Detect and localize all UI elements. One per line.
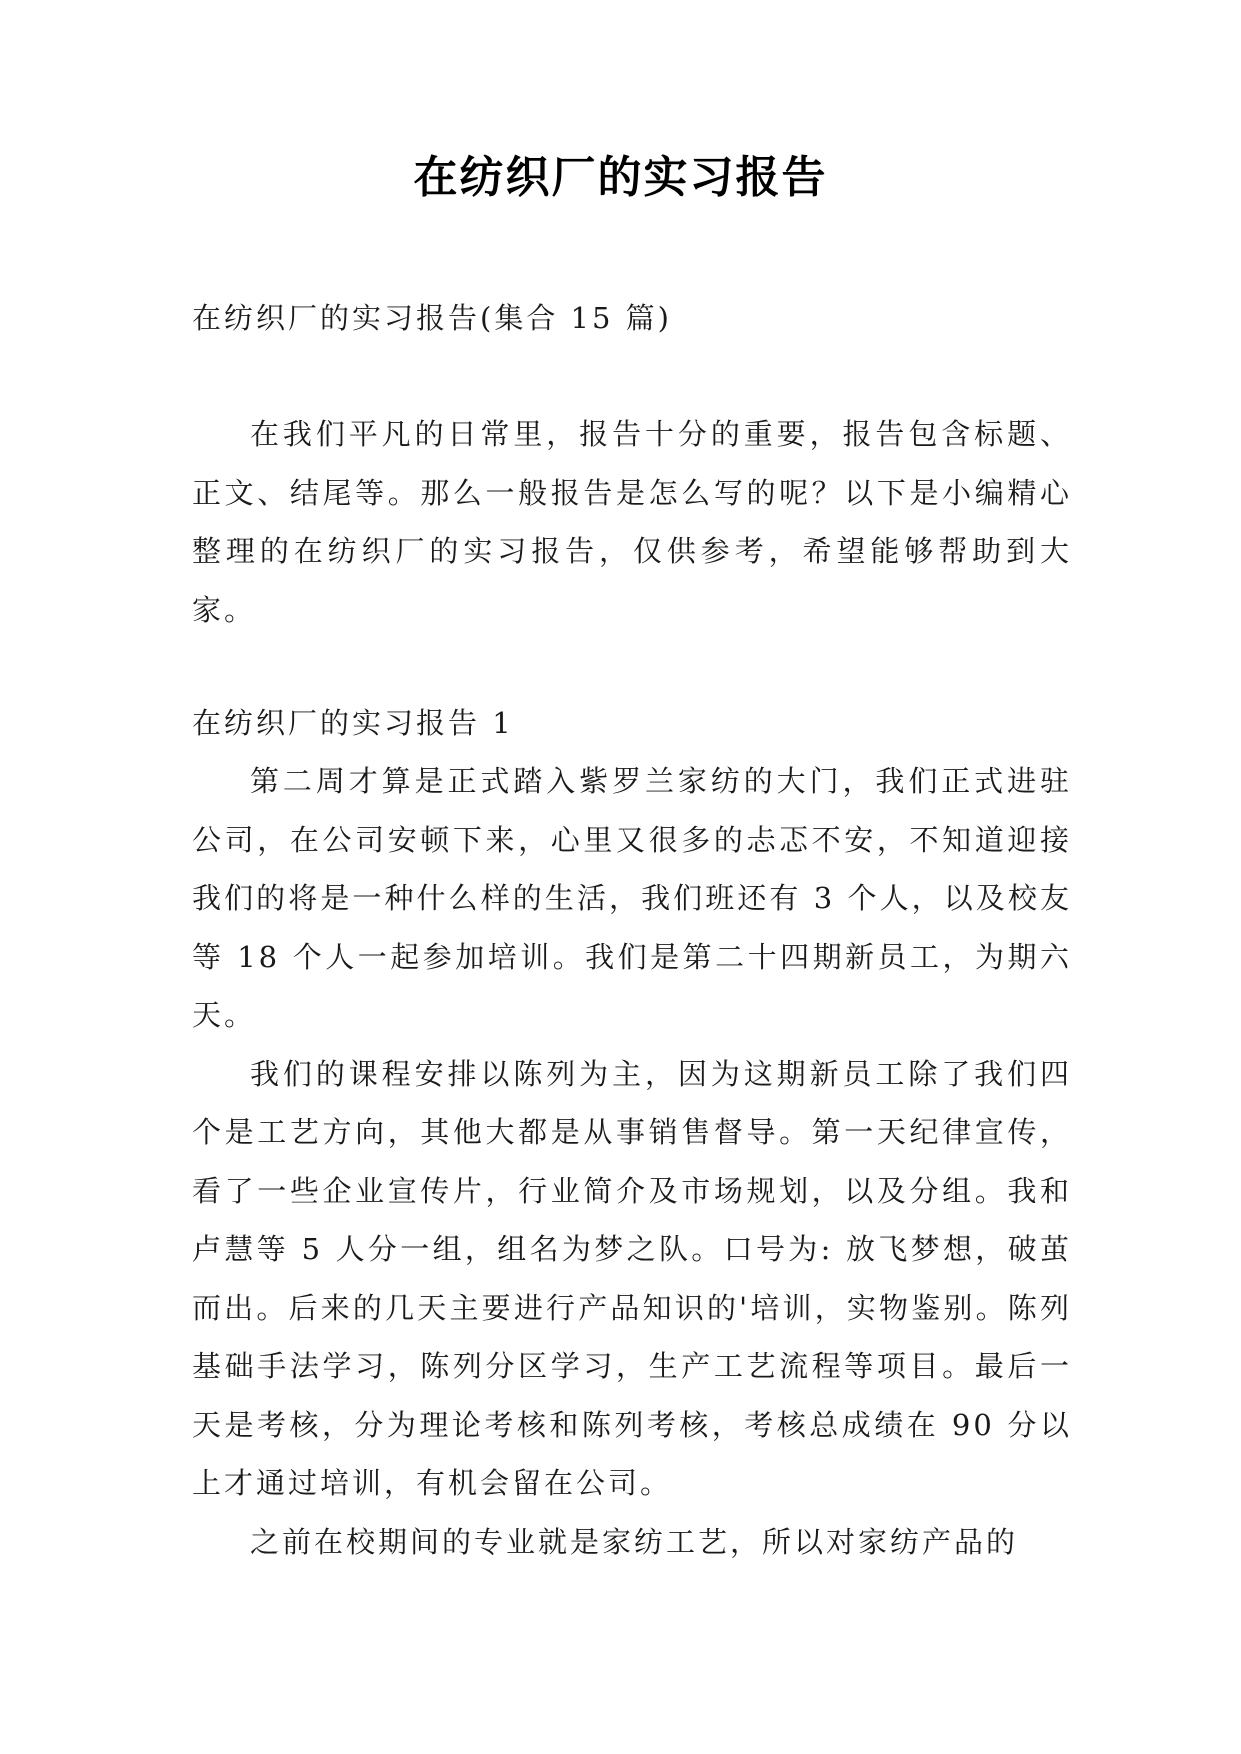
intro-paragraph [192,405,1072,639]
body-paragraph: 第二周才算是正式踏入紫罗兰家纺的大门，我们正式进驻公司，在公司安顿下来，心里又很多的忐忑不安，不知道迎接我们的将是一种什么样的生活，我们班还有 3 个人，以及校友等 18 个人一起参加培训。我们是第二十四期新员工，为期六天。 [192,764,1072,1032]
section-body [192,752,1072,1571]
document-subtitle: 在纺织厂的实习报告(集合 15 篇) [192,301,672,335]
document-title: 在纺织厂的实习报告 [413,152,828,203]
body-paragraph: 我们的课程安排以陈列为主，因为这期新员工除了我们四个是工艺方向，其他大都是从事销售督导。第一天纪律宣传，看了一些企业宣传片，行业简介及市场规划，以及分组。我和卢慧等 5 人分一组，组名为梦之队。口号为: 放飞梦想，破茧而出。后来的几天主要进行产品知识的'培训，实物鉴别。陈列基础手法学习，陈列分区学习，生产工艺流程等项目。最后一天是考核，分为理论考核和陈列考核，考核总成绩在 90 分以上才通过培训，有机会留在公司。 [192,1056,1072,1500]
body-paragraph: 之前在校期间的专业就是家纺工艺，所以对家纺产品的 [250,1524,1019,1559]
intro-text: 在我们平凡的日常里，报告十分的重要，报告包含标题、正文、结尾等。那么一般报告是怎么写的呢？以下是小编精心整理的在纺织厂的实习报告，仅供参考，希望能够帮助到大家。 [192,417,1072,627]
section-heading: 在纺织厂的实习报告 1 [192,706,514,740]
